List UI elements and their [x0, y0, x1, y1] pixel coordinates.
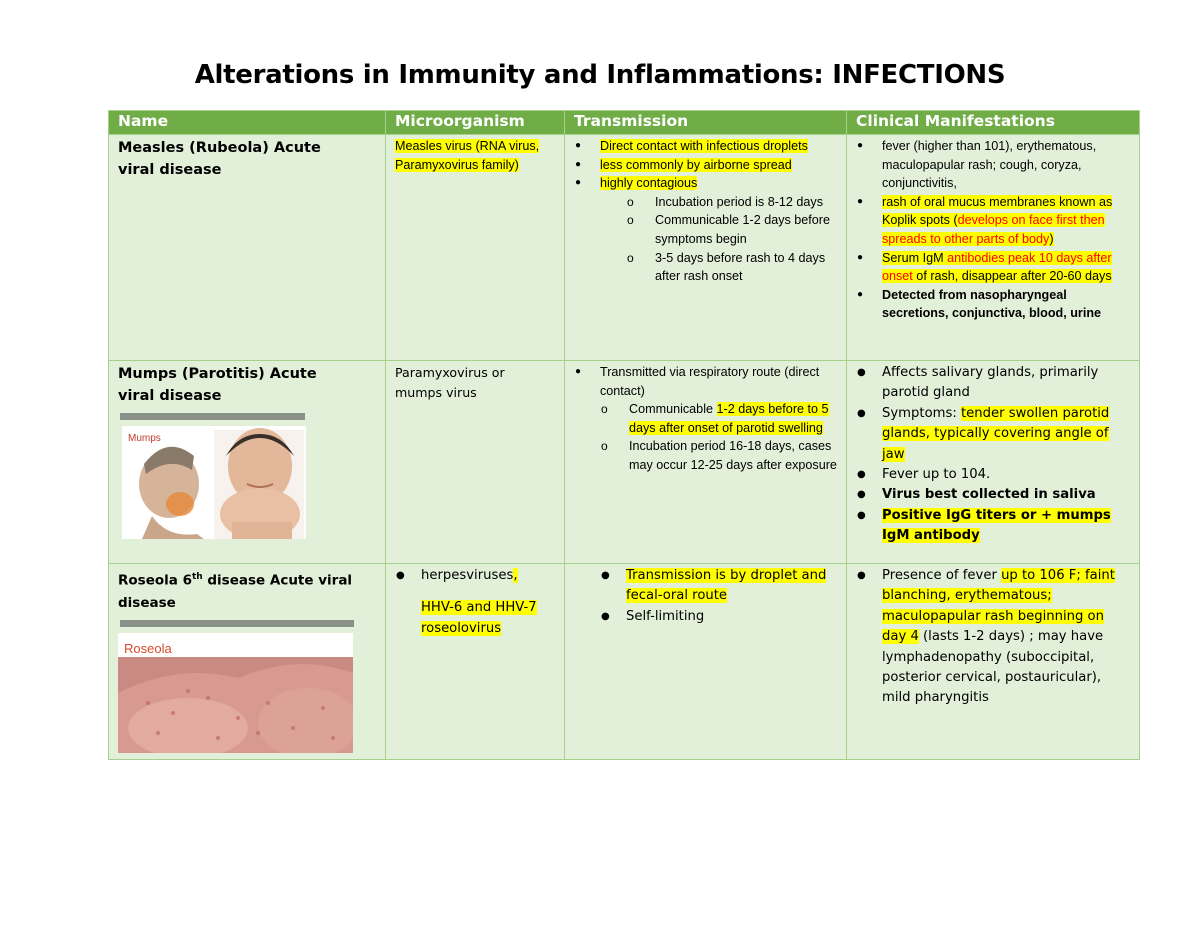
cell-mumps-microorganism [386, 361, 565, 564]
roseola-microorganism-detail: HHV-6 and HHV-7 roseolovirus [421, 600, 537, 636]
disease-name-measles: Measles (Rubeola) Acute viral disease [118, 140, 321, 178]
image-caption-bar [120, 620, 354, 627]
cell-mumps-clinical [847, 361, 1140, 564]
list-item: o Communicable 1-2 days before to 5 days after onset of parotid swelling [629, 400, 837, 437]
list-item: ● herpesviruses, [421, 566, 555, 586]
list-item: ● Transmission is by droplet and fecal-oral route [626, 566, 837, 607]
roseola-microorganism-list [395, 566, 555, 586]
roseola-transmission-list [574, 566, 837, 627]
image-caption-bar [120, 413, 305, 420]
cell-roseola-microorganism [386, 564, 565, 760]
list-item: ● Detected from nasopharyngeal secretions, conjunctiva, blood, urine [882, 286, 1130, 323]
list-item: ● less commonly by airborne spread [600, 156, 837, 175]
cell-roseola-name [109, 564, 386, 760]
list-item: ● fever (higher than 101), erythematous, maculopapular rash; cough, coryza, conjunctivitis, [882, 137, 1130, 193]
disease-name-roseola: Roseola 6th disease Acute viral disease [118, 572, 353, 611]
measles-microorganism: Measles virus (RNA virus, Paramyxovirus family) [395, 139, 540, 172]
cell-measles-clinical [847, 135, 1140, 361]
measles-transmission-list [574, 137, 837, 286]
list-item: ● Presence of fever up to 106 F; faint blanching, erythematous; maculopapular rash beginning on day 4 (lasts 1-2 days) ; may have lymphadenopathy (suboccipital, posterior cervical, postauricular), mild pharyngitis [882, 566, 1130, 709]
header-clinical-manifestations: Clinical Manifestations [847, 111, 1140, 135]
cell-roseola-transmission [565, 564, 847, 760]
mumps-image-label: Mumps [128, 433, 161, 444]
measles-clinical-list [856, 137, 1130, 323]
list-item: ● Self-limiting [626, 607, 837, 627]
mumps-microorganism: Paramyxovirus or mumps virus [395, 365, 505, 401]
table-row-measles [109, 135, 1140, 361]
cell-measles-transmission [565, 135, 847, 361]
list-item: o Incubation period 16-18 days, cases may occur 12-25 days after exposure [629, 437, 837, 474]
page-title: Alterations in Immunity and Inflammations: INFECTIONS [194, 60, 1006, 90]
mumps-transmission-list [574, 363, 837, 400]
list-item: ● Fever up to 104. [882, 465, 1130, 485]
list-item: o 3-5 days before rash to 4 days after rash onset [655, 249, 837, 286]
list-item: ● Positive IgG titers or + mumps IgM antibody [882, 506, 1130, 547]
table-row-roseola [109, 564, 1140, 760]
list-item: ● Symptoms: tender swollen parotid glands, typically covering angle of jaw [882, 404, 1130, 465]
mumps-clinical-list [856, 363, 1130, 547]
roseola-image-label: Roseola [124, 640, 172, 656]
list-item: ● Direct contact with infectious droplets [600, 137, 837, 156]
list-item: ● highly contagious o Incubation period is 8-12 days o Communicable 1-2 days before symptoms begin o 3-5 days before rash to 4 days after rash onset [600, 174, 837, 286]
list-item: ● Affects salivary glands, primarily parotid gland [882, 363, 1130, 404]
measles-sublist [600, 193, 837, 286]
list-item: ● Transmitted via respiratory route (direct contact) [600, 363, 837, 400]
list-item: o Communicable 1-2 days before symptoms begin [655, 211, 837, 248]
infections-table [108, 110, 1140, 760]
list-item: ● rash of oral mucus membranes known as Koplik spots (develops on face first then spreads to other parts of body) [882, 193, 1130, 249]
cell-mumps-name [109, 361, 386, 564]
header-name: Name [109, 111, 386, 135]
header-microorganism: Microorganism [386, 111, 565, 135]
mumps-sublist [574, 400, 837, 474]
cell-measles-microorganism [386, 135, 565, 361]
mumps-image [122, 426, 306, 539]
list-item: o Incubation period is 8-12 days [655, 193, 837, 212]
roseola-clinical-list [856, 566, 1130, 709]
roseola-image [118, 633, 353, 753]
table-header-row [109, 111, 1140, 135]
list-item: ● Serum IgM antibodies peak 10 days after onset of rash, disappear after 20-60 days [882, 249, 1130, 286]
table-row-mumps [109, 361, 1140, 564]
list-item: ● Virus best collected in saliva [882, 485, 1130, 505]
cell-measles-name [109, 135, 386, 361]
disease-name-mumps: Mumps (Parotitis) Acute viral disease [118, 366, 317, 404]
header-transmission: Transmission [565, 111, 847, 135]
cell-roseola-clinical [847, 564, 1140, 760]
cell-mumps-transmission [565, 361, 847, 564]
